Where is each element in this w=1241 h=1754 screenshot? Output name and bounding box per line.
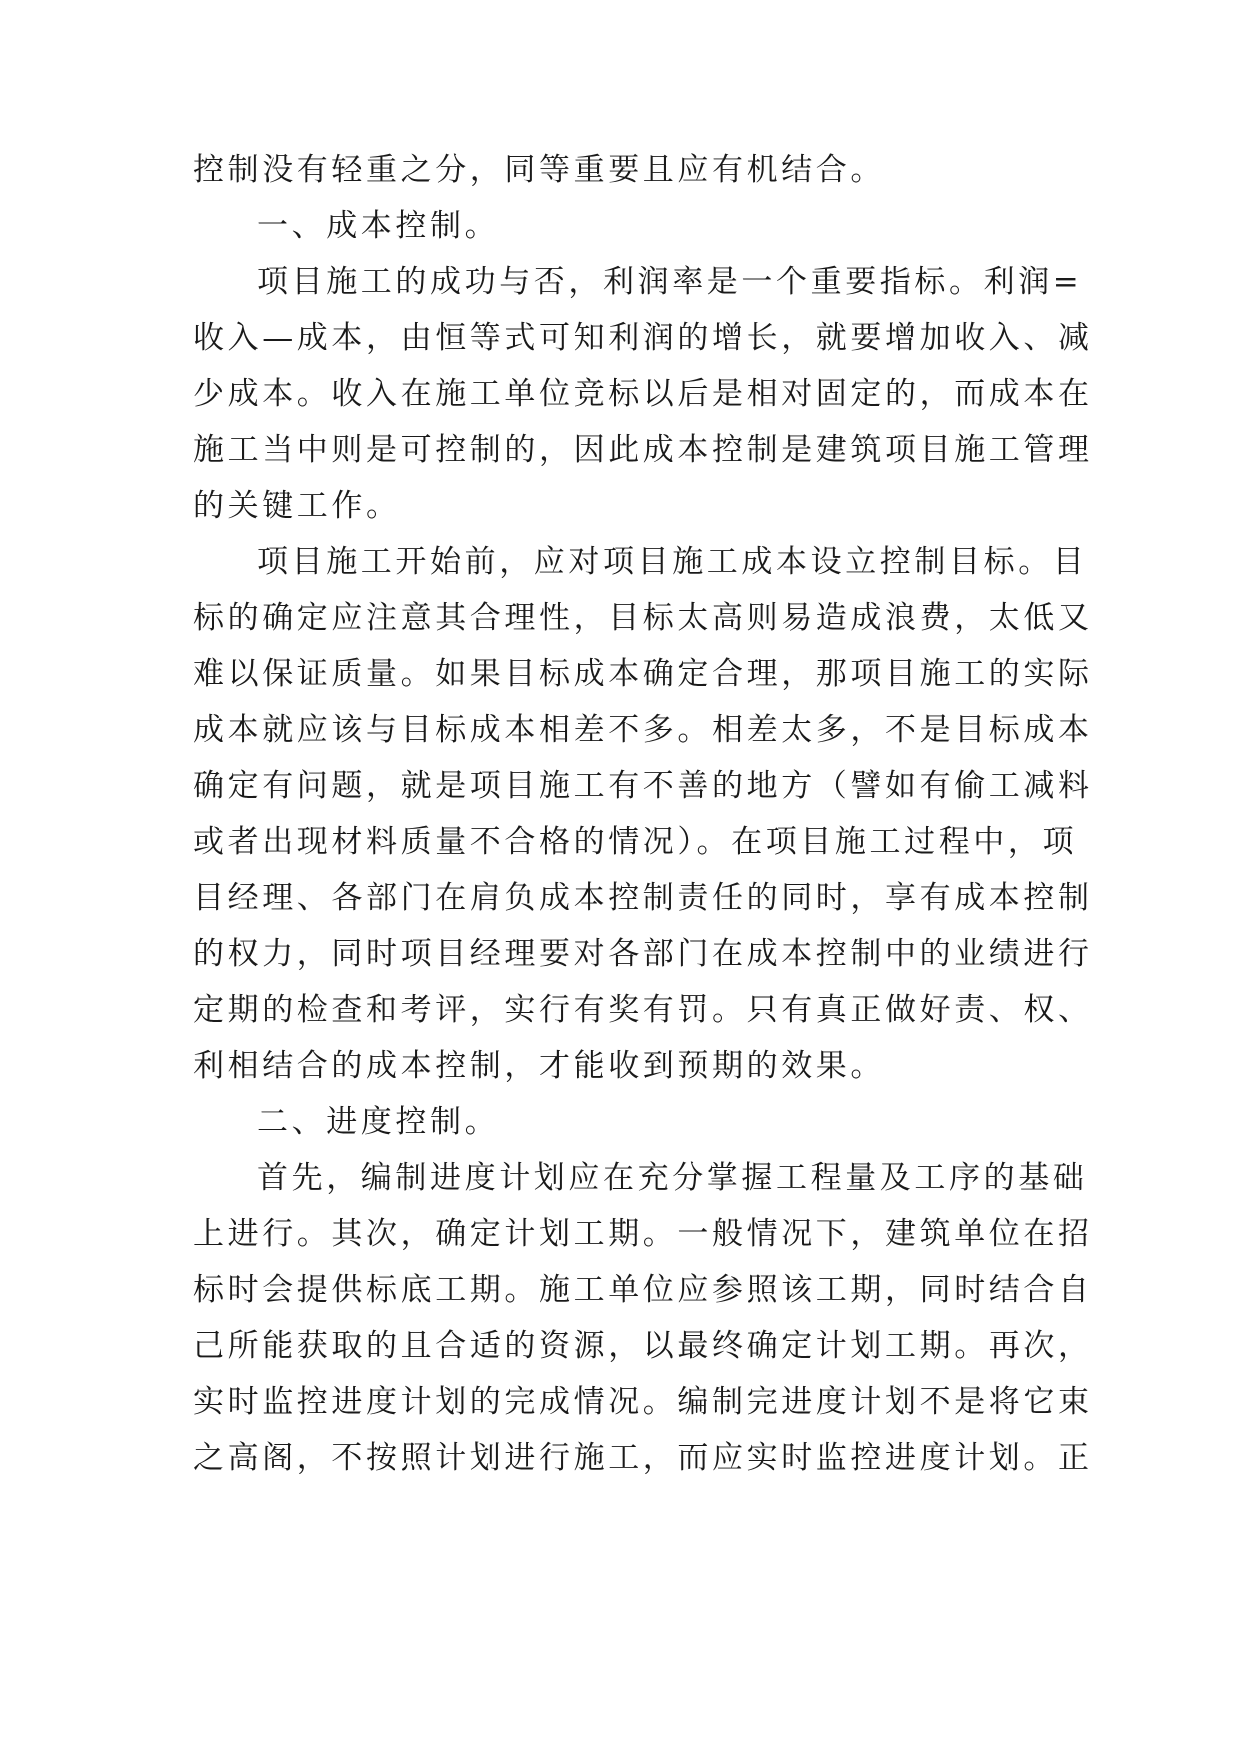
- body-text-line: 实时监控进度计划的完成情况。编制完进度计划不是将它束: [193, 1384, 1093, 1420]
- body-text-line: 利相结合的成本控制，才能收到预期的效果。: [193, 1048, 885, 1084]
- body-text-line: 标时会提供标底工期。施工单位应参照该工期，同时结合自: [193, 1272, 1093, 1308]
- body-text-line: 的权力，同时项目经理要对各部门在成本控制中的业绩进行: [193, 936, 1093, 972]
- paragraph-first-line: 首先，编制进度计划应在充分掌握工程量及工序的基础: [257, 1160, 1088, 1196]
- section-heading: 一、成本控制。: [257, 208, 500, 244]
- body-text-line: 己所能获取的且合适的资源，以最终确定计划工期。再次，: [193, 1328, 1093, 1364]
- body-text-line: 施工当中则是可控制的，因此成本控制是建筑项目施工管理: [193, 432, 1093, 468]
- section-heading: 二、进度控制。: [257, 1104, 500, 1140]
- body-text-line: 或者出现材料质量不合格的情况）。在项目施工过程中，项: [193, 824, 1078, 860]
- body-text-line: 难以保证质量。如果目标成本确定合理，那项目施工的实际: [193, 656, 1093, 692]
- body-text-line: 上进行。其次，确定计划工期。一般情况下，建筑单位在招: [193, 1216, 1093, 1252]
- body-text-line: 定期的检查和考评，实行有奖有罚。只有真正做好责、权、: [193, 992, 1093, 1028]
- body-text-line: 之高阁，不按照计划进行施工，而应实时监控进度计划。正: [193, 1440, 1093, 1476]
- body-text-line: 的关键工作。: [193, 488, 401, 524]
- body-text-line: 标的确定应注意其合理性，目标太高则易造成浪费，太低又: [193, 600, 1093, 636]
- paragraph-first-line: 项目施工的成功与否，利润率是一个重要指标。利润=: [257, 264, 1083, 300]
- paragraph-first-line: 项目施工开始前，应对项目施工成本设立控制目标。目: [257, 544, 1088, 580]
- body-text-line: 少成本。收入在施工单位竞标以后是相对固定的，而成本在: [193, 376, 1093, 412]
- body-text-line: 收入—成本，由恒等式可知利润的增长，就要增加收入、减: [193, 320, 1093, 356]
- body-text-line: 成本就应该与目标成本相差不多。相差太多，不是目标成本: [193, 712, 1093, 748]
- body-text-line: 目经理、各部门在肩负成本控制责任的同时，享有成本控制: [193, 880, 1093, 916]
- body-text-line: 确定有问题，就是项目施工有不善的地方（譬如有偷工减料: [193, 768, 1093, 804]
- body-text-line: 控制没有轻重之分，同等重要且应有机结合。: [193, 152, 885, 188]
